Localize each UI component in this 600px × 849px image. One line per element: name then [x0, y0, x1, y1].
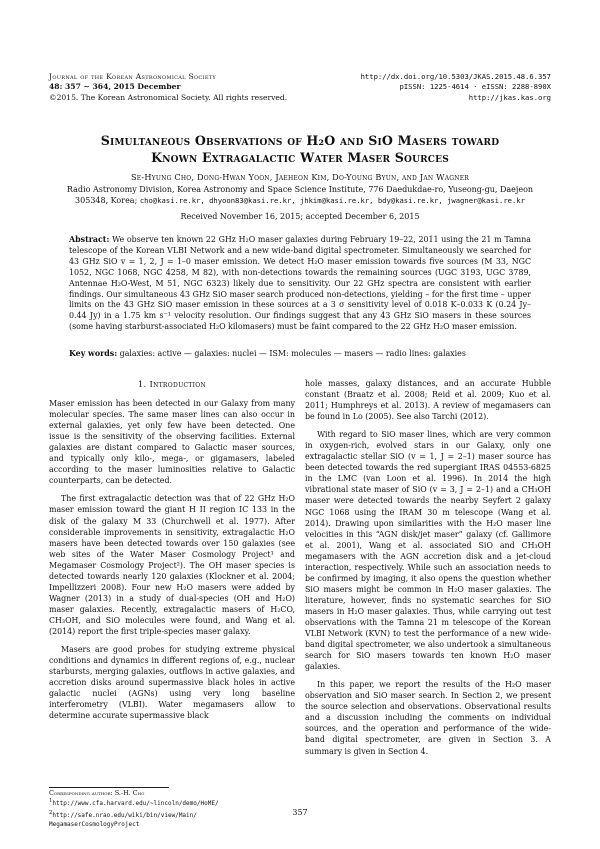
footnote-rule	[49, 787, 169, 788]
left-column	[49, 368, 295, 728]
keywords-text: galaxies: active — galaxies: nuclei — ISM: molecules — masers — radio lines: galaxies	[119, 349, 466, 358]
issn-line: pISSN: 1225-4614 · eISSN: 2288-890X	[399, 82, 551, 92]
affiliation-text: Radio Astronomy Division, Korea Astronomy and Space Science Institute, 776 Daedukdae-ro, Yuseong-gu, Daejeon	[66, 185, 534, 194]
paragraph: Masers are good probes for studying extreme physical conditions and dynamics in different regions of, e.g., nuclear starbursts, merging galaxies, outflows in active galaxies, and accretion disks around supermassive black holes in active galactic nuclei (AGNs) using very long baseline interferometry (VLBI). Water megamasers allow to determine accurate supermassive black	[49, 645, 295, 721]
footnote-2-url[interactable]: http://safe.nrao.edu/wiki/bin/view/Main/	[52, 812, 197, 820]
abstract-text: We observe ten known 22 GHz H₂O maser galaxies during February 19–22, 2011 using the 21 m Tamna telescope of the Korean VLBI Network and a new wide-band digital spectrometer. Simultaneously we searched for 43 GHz SiO v = 1, 2, J = 1–0 maser emission. We detect H₂O maser emission towards five sources (M 33, NGC 1052, NGC 1068, NGC 4258, M 82), with non-detections towards the remaining sources (UGC 3193, UGC 3789, Antennae H₂O-West, M 51, NGC 6323) likely due to sensitivity. Our 22 GHz spectra are consistent with earlier findings. Our simultaneous 43 GHz SiO maser search produced non-detections, yielding – for the first time – upper limits on the 43 GHz SiO maser emission in these sources at a 3 σ sensitivity level of 0.018 K–0.033 K (0.24 Jy–0.44 Jy) in a 1.75 km s⁻¹ velocity resolution. Our findings suggest that any 43 GHz SiO masers in these sources (some having starburst-associated H₂O kilomasers) must be faint compared to the 22 GHz H₂O maser emission.	[69, 235, 531, 332]
keywords	[69, 349, 531, 360]
keywords-label: Key words:	[69, 349, 118, 358]
paragraph: With regard to SiO maser lines, which are very common in oxygen-rich, evolved stars in our Galaxy, only one extragalactic stellar SiO (v = 1, J = 2–1) maser source has been detected towards the red supergiant IRAS 04553-6825 in the LMC (van Loon et al. 1996). In 2014 the high vibrational state maser of SiO (v = 3, J = 2–1) and a CH₃OH maser were detected towards the nearby Seyfert 2 galaxy NGC 1068 using the IRAM 30 m telescope (Wang et al. 2014). Drawing upon similarities with the H₂O maser line velocities in this “AGN disk/jet maser” galaxy (cf. Gallimore et al. 2001), Wang et al. associated SiO and CH₃OH megamasers with the AGN accretion disk and a jet-cloud interaction, respectively. While such an association needs to be confirmed by imaging, it also opens the question whether SiO masers might be common in H₂O maser galaxies. The literature, however, finds no systematic searches for SiO masers in H₂O maser galaxies. Thus, while carrying out test observations with the Tamna 21 m telescope of the Korean VLBI Network (KVN) to test the performance of a new wide-band digital spectrometer, we also undertook a simultaneous search for SiO masers towards ten known H₂O maser galaxies.	[305, 430, 551, 672]
volume-line: 48: 357 ∼ 364, 2015 December	[49, 82, 181, 92]
copyright-line: ©2015. The Korean Astronomical Society. All rights reserved.	[49, 92, 288, 102]
paragraph: Maser emission has been detected in our Galaxy from many molecular species. The same maser lines can also occur in external galaxies, yet only few have been detected. One issue is the sensitivity of the observing facilities. External galaxies are distant compared to Galactic maser sources, and typically only kilo-, mega-, or gigamasers, labeled according to the maser luminosities relative to Galactic counterparts, can be detected.	[49, 399, 295, 486]
doi-link[interactable]: http://dx.doi.org/10.5303/JKAS.2015.48.6.357	[360, 72, 551, 81]
right-column	[305, 378, 551, 764]
corresponding-author: Corresponding author: S.-H. Cho	[49, 789, 145, 797]
section-1-title: 1. Introduction	[137, 379, 207, 389]
doi-header	[291, 72, 551, 103]
footnote-1-mark: 1	[49, 798, 53, 805]
footnote-1-url[interactable]: http://www.cfa.harvard.edu/~lincoln/demo/HoME/	[52, 800, 219, 808]
footnote-2-url-cont[interactable]: MegamaserCosmologyProject	[49, 821, 140, 829]
page-number: 357	[292, 808, 308, 817]
author-emails[interactable]: cho@kasi.re.kr, dhyoon83@kasi.re.kr, jhkim@kasi.re.kr, bdy@kasi.re.kr, jwagner@kasi.re.kr	[139, 196, 525, 205]
journal-site-link[interactable]: http://jkas.kas.org	[468, 92, 551, 102]
paragraph: hole masses, galaxy distances, and an accurate Hubble constant (Braatz et al. 2008; Reid et al. 2009; Kuo et al. 2011; Humphreys et al. 2013). A review of megamasers can be found in Lo (2005). See also Tarchi (2012).	[305, 379, 551, 422]
paragraph: The first extragalactic detection was that of 22 GHz H₂O maser emission toward the giant H II region IC 133 in the disk of the galaxy M 33 (Churchwell et al. 1977). After considerable improvements in sensitivity, extragalactic H₂O masers have been detected towards over 150 galaxies (see web sites of the Water Maser Cosmology Project¹ and Megamaser Cosmology Project²). The OH maser species is detected towards nearly 120 galaxies (Klockner et al. 2004; Impellizzeri 2008). Four new H₂O masers were added by Wagner (2013) in a study of dual-species (OH and H₂O) maser galaxies. Recently, extragalactic masers of H₂CO, CH₃OH, and SiO molecules were found, and Wang et al. (2014) report the first triple-species maser galaxy.	[49, 494, 295, 636]
affiliation	[58, 184, 542, 206]
author-list: Se-Hyung Cho, Dong-Hwan Yoon, Jaeheon Kim, Do-Young Byun, and Jan Wagner	[131, 172, 469, 182]
footnote-2-mark: 2	[49, 809, 53, 816]
journal-name: Journal of the Korean Astronomical Society	[49, 72, 217, 81]
title-line-2: Known Extragalactic Water Maser Sources	[151, 150, 449, 165]
received-dates: Received November 16, 2015; accepted December 6, 2015	[180, 212, 420, 221]
journal-header	[49, 72, 319, 103]
title-line-1: Simultaneous Observations of H₂O and SiO Masers toward	[100, 133, 500, 148]
abstract	[69, 235, 531, 333]
paper-title	[40, 132, 560, 166]
abstract-label: Abstract:	[69, 235, 110, 244]
paragraph: In this paper, we report the results of the H₂O maser observation and SiO maser search. In Section 2, we present the source selection and observations. Observational results and a discussion including the comments on individual sources, and the operation and performance of the wide-band digital spectrometer, are given in Section 3. A summary is given in Section 4.	[305, 680, 551, 756]
affiliation-postcode: 305348, Korea;	[75, 196, 138, 205]
